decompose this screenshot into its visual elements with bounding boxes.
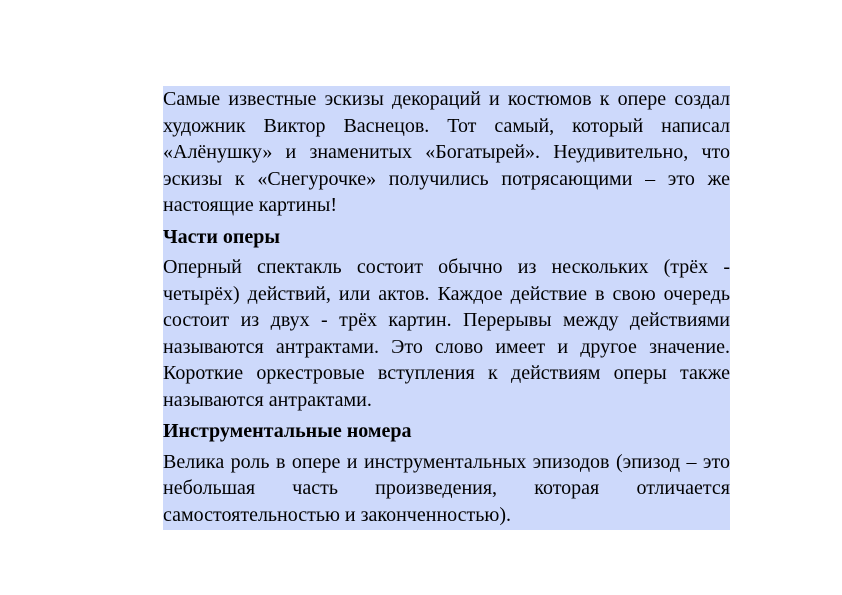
text-content-box [163, 86, 730, 530]
heading-instrumental-numbers: Инструментальные номера [163, 420, 412, 442]
paragraph-vasnetsov: Самые известные эскизы декораций и костюмов к опере создал художник Виктор Васнецов. Тот самый, который написал «Алёнушку» и знаменитых «Богатырей». Неудивительно, что эскизы к «Снегурочке» получились потрясающими – это же настоящие картины! [163, 88, 730, 216]
heading-opera-parts: Части оперы [163, 225, 281, 248]
paragraph-instrumental-episodes: Велика роль в опере и инструментальных эпизодов (эпизод – это небольшая часть произведения, которая отличается самостоятельностью и законченностью). [163, 450, 730, 526]
paragraph-opera-acts: Оперный спектакль состоит обычно из нескольких (трёх - четырёх) действий, или актов. Каждое действие в свою очередь состоит из двух - трёх картин. Перерывы между действиями называются антрактами. Это слово имеет и другое значение. Короткие оркестровые вступления к действиям оперы также называются антрактами. [163, 256, 730, 411]
